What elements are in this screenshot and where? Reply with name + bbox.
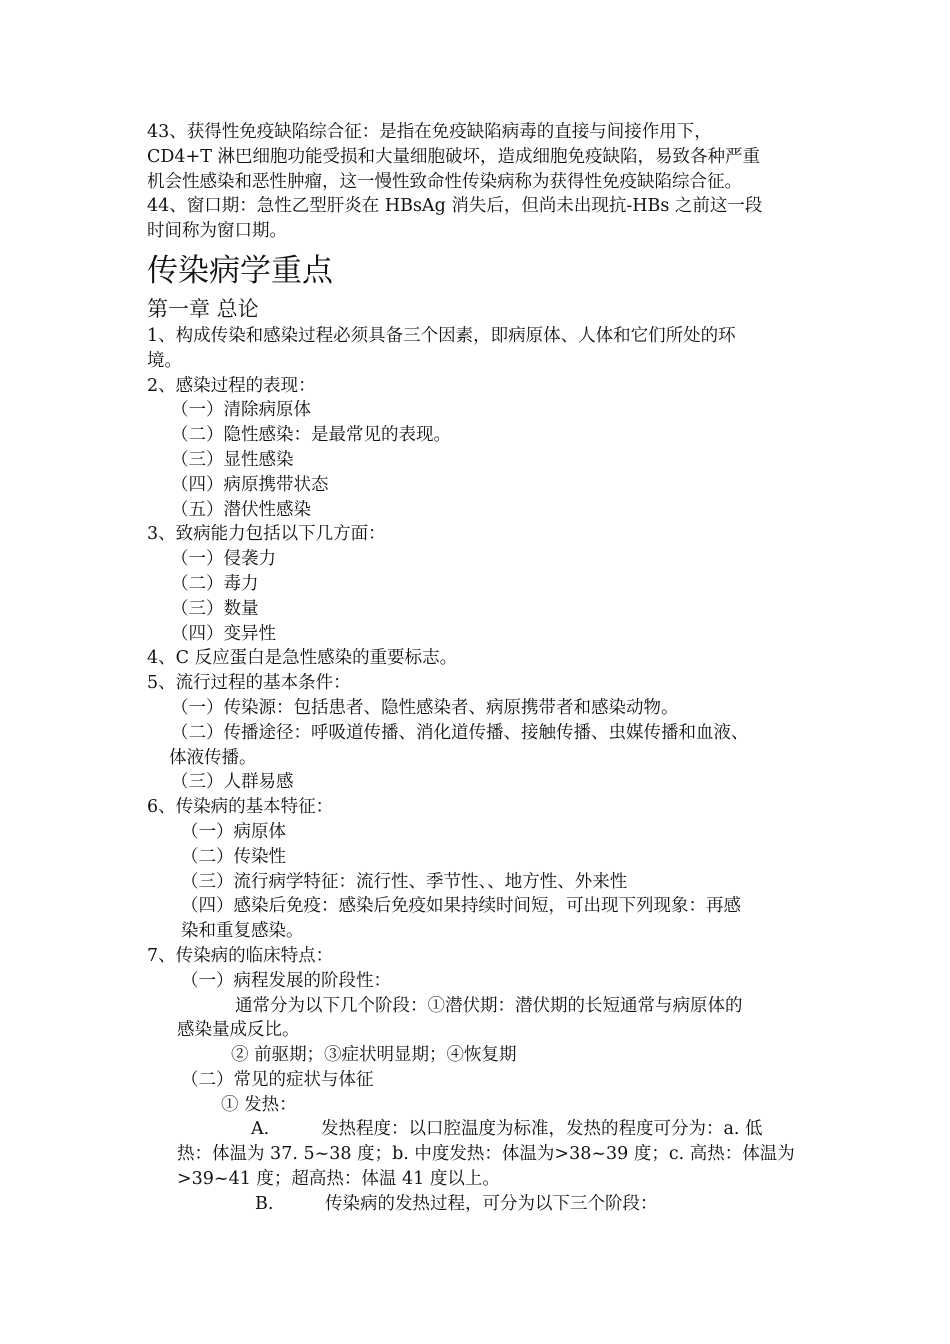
fever-process-line1 (147, 1192, 807, 1217)
fever-degree-line3: >39~41 度；超高热：体温 41 度以上。 (177, 1169, 500, 1190)
list-item: （四）变异性 (171, 623, 276, 644)
list-item: （一）清除病原体 (171, 400, 311, 421)
list-item: （三）显性感染 (171, 449, 294, 470)
section-5-heading: 5、流行过程的基本条件： (147, 673, 351, 694)
fever-process-text: 传染病的发热过程，可分为以下三个阶段： (325, 1193, 658, 1214)
definition-43-line2: CD4+T 淋巴细胞功能受损和大量细胞破坏，造成细胞免疫缺陷，易致各种严重 (147, 146, 760, 167)
section-7-heading: 7、传染病的临床特点： (147, 945, 334, 966)
list-item: （一）侵袭力 (171, 549, 276, 570)
list-item: （二）传染性 (181, 846, 286, 867)
section-2-heading: 2、感染过程的表现： (147, 375, 316, 396)
list-item-continuation: 染和重复感染。 (181, 921, 304, 942)
section-3-heading: 3、致病能力包括以下几方面： (147, 524, 386, 545)
fever-degree-line2: 热：体温为 37. 5~38 度；b. 中度发热：体温为>38~39 度；c. 高热：体温为 (177, 1144, 795, 1165)
chapter-heading: 第一章 总论 (147, 296, 259, 321)
section-6-heading: 6、传染病的基本特征： (147, 797, 334, 818)
stage-list: ② 前驱期；③症状明显期；④恢复期 (231, 1045, 517, 1066)
list-item: （一）传染源：包括患者、隐性感染者、病原携带者和感染动物。 (171, 697, 679, 718)
item-label-a: A. (251, 1119, 270, 1140)
document-body (147, 120, 807, 1217)
stage-text-line1: 通常分为以下几个阶段：①潜伏期：潜伏期的长短通常与病原体的 (235, 995, 743, 1016)
list-item: （二）毒力 (171, 573, 259, 594)
subsection-heading: （一）病程发展的阶段性： (181, 970, 391, 991)
list-item: （五）潜伏性感染 (171, 499, 311, 520)
list-item: （三）人群易感 (171, 772, 294, 793)
section-4-text: 4、C 反应蛋白是急性感染的重要标志。 (147, 648, 458, 669)
definition-43-line1: 43、获得性免疫缺陷综合征：是指在免疫缺陷病毒的直接与间接作用下， (147, 122, 712, 142)
definition-43-line3: 机会性感染和恶性肿瘤，这一慢性致命性传染病称为获得性免疫缺陷综合征。 (147, 171, 742, 192)
fever-degree-line1 (147, 1117, 807, 1142)
list-item: （三）流行病学特征：流行性、季节性、、地方性、外来性 (181, 871, 628, 892)
definition-44-line2: 时间称为窗口期。 (147, 221, 287, 242)
list-item: （四）病原携带状态 (171, 474, 329, 495)
section-1-line2: 境。 (147, 350, 182, 371)
subsection-heading: （二）常见的症状与体征 (181, 1069, 374, 1090)
list-item: （二）传播途径：呼吸道传播、消化道传播、接触传播、虫媒传播和血液、 (171, 722, 749, 743)
item-label-b: B. (255, 1193, 274, 1214)
fever-heading: ① 发热： (221, 1094, 297, 1115)
list-item: （一）病原体 (181, 821, 286, 842)
document-title: 传染病学重点 (147, 252, 333, 289)
list-item: （三）数量 (171, 598, 259, 619)
section-1-line1: 1、构成传染和感染过程必须具备三个因素，即病原体、人体和它们所处的环 (147, 325, 736, 346)
definition-44-line1: 44、窗口期：急性乙型肝炎在 HBsAg 消失后，但尚未出现抗-HBs 之前这一段 (147, 196, 763, 217)
list-item-continuation: 体液传播。 (169, 747, 257, 768)
stage-text-line2: 感染量成反比。 (177, 1020, 300, 1041)
fever-degree-text: 发热程度：以口腔温度为标准，发热的程度可分为：a. 低 (321, 1119, 763, 1140)
list-item: （四）感染后免疫：感染后免疫如果持续时间短，可出现下列现象：再感 (181, 896, 741, 917)
list-item: （二）隐性感染：是最常见的表现。 (171, 425, 451, 446)
